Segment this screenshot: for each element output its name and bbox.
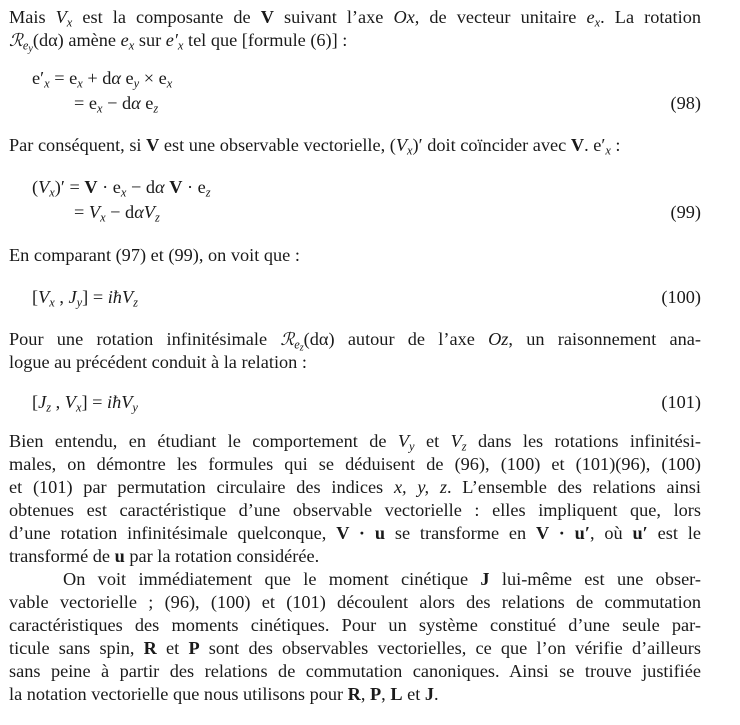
text-line [9,522,701,545]
math-run: z [133,295,138,310]
math-run: e [22,38,29,53]
math-run: V [88,202,101,222]
math-run: y [409,439,415,454]
text-line [9,683,701,706]
math-run: z [153,101,159,116]
math-run: x [44,76,50,91]
math-run: V [169,177,183,197]
math-run: x [120,185,127,200]
math-run: x [605,143,611,158]
text-run: , de vecteur unitaire [414,7,587,27]
math-run: V [38,177,50,197]
text-run: dans les rotations infinitési- [466,431,702,451]
text-run: est une observable vectorielle, ( [159,135,396,155]
text-line [9,244,701,267]
text-line [9,499,701,522]
math-run: x [128,38,135,53]
text-run: males, on démontre les formules qui se déduisent de (96), (100) et (101)(96), (100) [9,454,701,474]
text-run: En comparant (97) et (99), on voit que : [9,245,300,265]
math-run: α [155,177,165,197]
math-run: iħV [107,287,134,307]
text-run: Par conséquent, si [9,135,147,155]
math-run: P [370,684,382,704]
equation-line [32,286,701,309]
math-run: R [143,638,157,658]
math-run: x [177,38,184,53]
text-run: · e [182,177,206,197]
math-run: x [49,185,55,200]
text-run: se transforme en [385,523,537,543]
text-line [32,67,701,90]
math-run: R [347,684,361,704]
text-run: ] = [81,392,108,412]
math-run: x [75,400,82,415]
math-run: V · u [336,523,385,543]
math-run: J [68,287,77,307]
math-run: V [260,7,274,27]
math-run: y [28,43,33,55]
text-run: caractéristiques des moments cinétiques. Pour un système constitué d’une seule par- [9,615,701,635]
text-line [9,637,701,660]
math-run: x [97,101,103,116]
text-run: − d [102,93,132,113]
math-run: x [594,15,601,30]
math-run: V [146,135,160,155]
text-run: ( [32,177,39,197]
text-line [9,6,701,29]
text-run: (dα) amène [32,30,121,50]
text-run: . L’ensemble des relations ainsi [446,477,701,497]
math-run: V [64,392,76,412]
text-run: . e′ [584,135,606,155]
math-run: α [131,93,141,113]
math-run: Oz [488,329,509,349]
text-line [9,29,701,55]
text-run: , un raisonnement ana- [508,329,701,349]
text-line [9,476,701,499]
text-run: e [120,68,134,88]
text-line [9,430,701,453]
math-run: V [143,202,155,222]
text-line [9,660,701,683]
text-run: obtenues est caractéristique d’une observable vectorielle : elles impliquent que, lors [9,500,701,520]
text-run: , [381,684,391,704]
text-line [9,614,701,637]
text-line [9,328,701,354]
text-run: , [51,392,65,412]
text-line [63,568,701,591]
math-run: V [450,431,462,451]
math-run: α [111,68,121,88]
text-line [9,591,701,614]
text-run: d’une rotation infinitésimale quelconque, [9,523,337,543]
text-run: − d [126,177,156,197]
text-run: = e [74,93,97,113]
text-run: , [54,287,69,307]
text-run: )′ = [54,177,85,197]
text-run: , [360,684,370,704]
text-line [9,453,701,476]
math-run: ℛ [280,330,295,350]
equation-line [74,92,740,115]
equation-number: (101) [661,392,701,412]
text-run: . La rotation [600,7,701,27]
text-run: = [74,202,89,222]
text-run: (dα) autour de l’axe [303,329,489,349]
math-run: V [397,431,410,451]
math-run: z [154,210,160,225]
text-run: logue au précédent conduit à la relation : [9,352,307,372]
text-run: et [402,684,425,704]
math-run: J [424,684,434,704]
text-run: sans peine à partir des relations de commutation canoniques. Ainsi se trouve justifiée [9,661,701,681]
text-run: ticule sans spin, [9,638,144,658]
math-run: V [55,7,67,27]
math-run: x [166,76,173,91]
text-run: et [156,638,189,658]
math-run: e [120,30,129,50]
equation-number: (98) [670,93,701,113]
math-run: e′ [165,30,178,50]
text-line [9,134,701,157]
text-run: Mais [9,7,56,27]
math-run: z [46,400,52,415]
math-run: y [132,400,138,415]
math-run: V · u′ [536,523,590,543]
text-run: est le [647,523,701,543]
text-run: e [140,93,154,113]
text-run: est la composante de [72,7,261,27]
text-run: : [610,135,621,155]
math-run: ℛ [9,31,23,51]
text-run: e′ [32,68,45,88]
text-run: )′ doit coïncider avec [412,135,571,155]
text-run: + d [82,68,112,88]
math-run: x [77,76,83,91]
math-run: x [100,210,106,225]
text-run: On voit immédiatement que le moment cinétique [63,569,481,589]
math-run: x [66,15,73,30]
text-run: Bien entendu, en étudiant le comportement de [9,431,398,451]
equation-line [74,201,740,224]
math-run: V [84,177,98,197]
text-run: [ [32,287,39,307]
math-run: x, y, z [393,477,447,497]
text-run: . [434,684,439,704]
math-run: P [188,638,200,658]
text-run: ] = [82,287,108,307]
text-run: · e [97,177,121,197]
text-run: − d [105,202,135,222]
math-run: α [134,202,144,222]
text-run: sont des observables vectorielles, ce que l’on vérifie d’ailleurs [199,638,701,658]
math-run: V [38,287,50,307]
math-run: z [461,439,467,454]
math-run: L [390,684,403,704]
math-run: e [586,7,595,27]
math-run: J [38,392,47,412]
text-run: tel que [formule (6)] : [183,30,348,50]
equation-number: (99) [670,202,701,222]
text-run: × e [139,68,167,88]
math-run: V [395,135,408,155]
text-run: vable vectorielle ; (96), (100) et (101) découlent alors des relations de commutation [9,592,701,612]
math-run: y [76,295,83,310]
math-run: z [299,342,304,354]
math-run: y [133,76,140,91]
text-run: suivant l’axe [273,7,394,27]
math-run: u [114,546,125,566]
math-run: u′ [632,523,648,543]
math-run: e [294,337,300,352]
math-run: J [480,569,490,589]
math-run: x [49,295,55,310]
text-run: transformé de [9,546,115,566]
text-run: Pour une rotation infinitésimale [9,329,281,349]
math-run: iħV [107,392,133,412]
text-run: et (101) par permutation circulaire des indices [9,477,394,497]
text-line [9,351,701,374]
equation-line [32,391,701,414]
text-run: = e [49,68,78,88]
math-run: z [205,185,211,200]
math-run: Ox [393,7,415,27]
math-run: V [570,135,585,155]
text-run: sur [134,30,166,50]
text-run: par la rotation considérée. [124,546,320,566]
text-run: lui-même est une obser- [489,569,701,589]
text-line [32,176,701,199]
text-run: [ [32,392,39,412]
text-run: la notation vectorielle que nous utilisons pour [9,684,348,704]
text-run: et [414,431,451,451]
equation-number: (100) [661,287,701,307]
text-line [9,545,701,568]
text-run: , où [589,523,633,543]
math-run: x [407,143,413,158]
